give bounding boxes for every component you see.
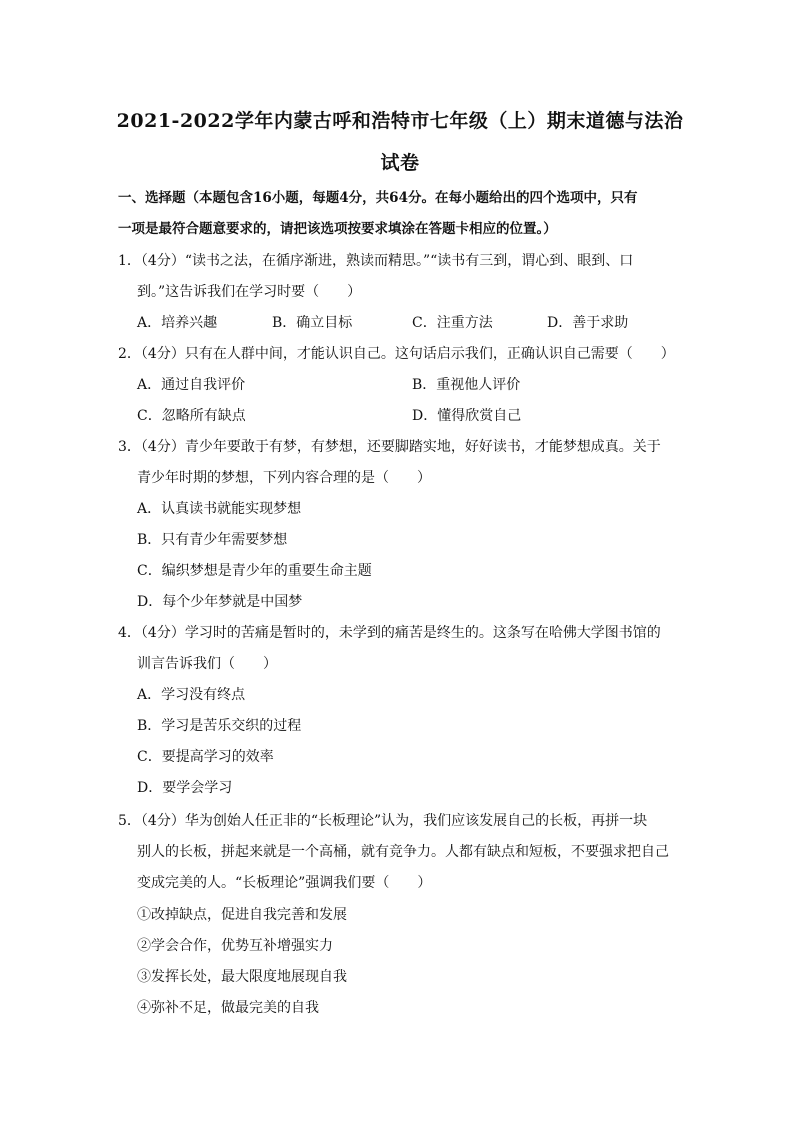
q5-item-3: ③发挥长处，最大限度地展现自我	[137, 969, 347, 985]
q2-option-c: C．忽略所有缺点	[137, 408, 246, 424]
q4-stem-line1: 4．（4分）学习时的苦痛是暂时的，未学到的痛苦是终生的。这条写在哈佛大学图书馆的	[118, 625, 661, 641]
q3-option-b: B．只有青少年需要梦想	[137, 532, 288, 548]
q3-option-c: C．编织梦想是青少年的重要生命主题	[137, 563, 372, 579]
q4-option-a: A．学习没有终点	[137, 687, 246, 703]
q2-option-a: A．通过自我评价	[137, 377, 246, 393]
q2-option-b: B．重视他人评价	[412, 377, 521, 393]
section-heading-line2: 一项是最符合题意要求的，请把该选项按要求填涂在答题卡相应的位置。）	[118, 221, 557, 237]
section-heading-line1: 一、选择题（本题包含16小题，每题4分，共64分。在每小题给出的四个选项中，只有	[118, 190, 638, 206]
q1-option-d: D．善于求助	[547, 315, 629, 331]
q4-stem-line2: 训言告诉我们（ ）	[137, 656, 277, 672]
q5-stem-line3: 变成完美的人。“长板理论”强调我们要（ ）	[137, 875, 432, 891]
q4-option-d: D．要学会学习	[137, 780, 233, 796]
q5-item-4: ④弥补不足，做最完美的自我	[137, 1000, 319, 1016]
q2-option-d: D．懂得欣赏自己	[412, 408, 522, 424]
q3-stem-line2: 青少年时期的梦想，下列内容合理的是（ ）	[137, 470, 431, 486]
q1-option-c: C．注重方法	[412, 315, 493, 331]
q1-option-b: B．确立目标	[272, 315, 353, 331]
q1-stem-line2: 到。”这告诉我们在学习时要（ ）	[137, 284, 362, 300]
q5-item-1: ①改掉缺点，促进自我完善和发展	[137, 907, 347, 923]
exam-title-line1: 2021-2022学年内蒙古呼和浩特市七年级（上）期末道德与法治	[116, 110, 684, 132]
q5-item-2: ②学会合作，优势互补增强实力	[137, 938, 333, 954]
q3-option-d: D．每个少年梦就是中国梦	[137, 594, 303, 610]
q5-stem-line2: 别人的长板，拼起来就是一个高桶，就有竞争力。人都有缺点和短板，不要强求把自己	[137, 844, 669, 860]
q4-option-c: C．要提高学习的效率	[137, 749, 274, 765]
q5-stem-line1: 5．（4分）华为创始人任正非的“长板理论”认为，我们应该发展自己的长板，再拼一块	[118, 813, 648, 829]
q4-option-b: B．学习是苦乐交织的过程	[137, 718, 302, 734]
q1-stem-line1: 1．（4分）“读书之法，在循序渐进，熟读而精思。”“读书有三到，谓心到、眼到、口	[118, 253, 634, 269]
q3-option-a: A．认真读书就能实现梦想	[137, 501, 302, 517]
q2-stem-line1: 2．（4分）只有在人群中间，才能认识自己。这句话启示我们，正确认识自己需要（ ）	[118, 346, 675, 362]
q3-stem-line1: 3．（4分）青少年要敢于有梦，有梦想，还要脚踏实地，好好读书，才能梦想成真。关于	[118, 439, 661, 455]
q1-option-a: A．培养兴趣	[137, 315, 218, 331]
exam-title-line2: 试卷	[380, 152, 420, 174]
